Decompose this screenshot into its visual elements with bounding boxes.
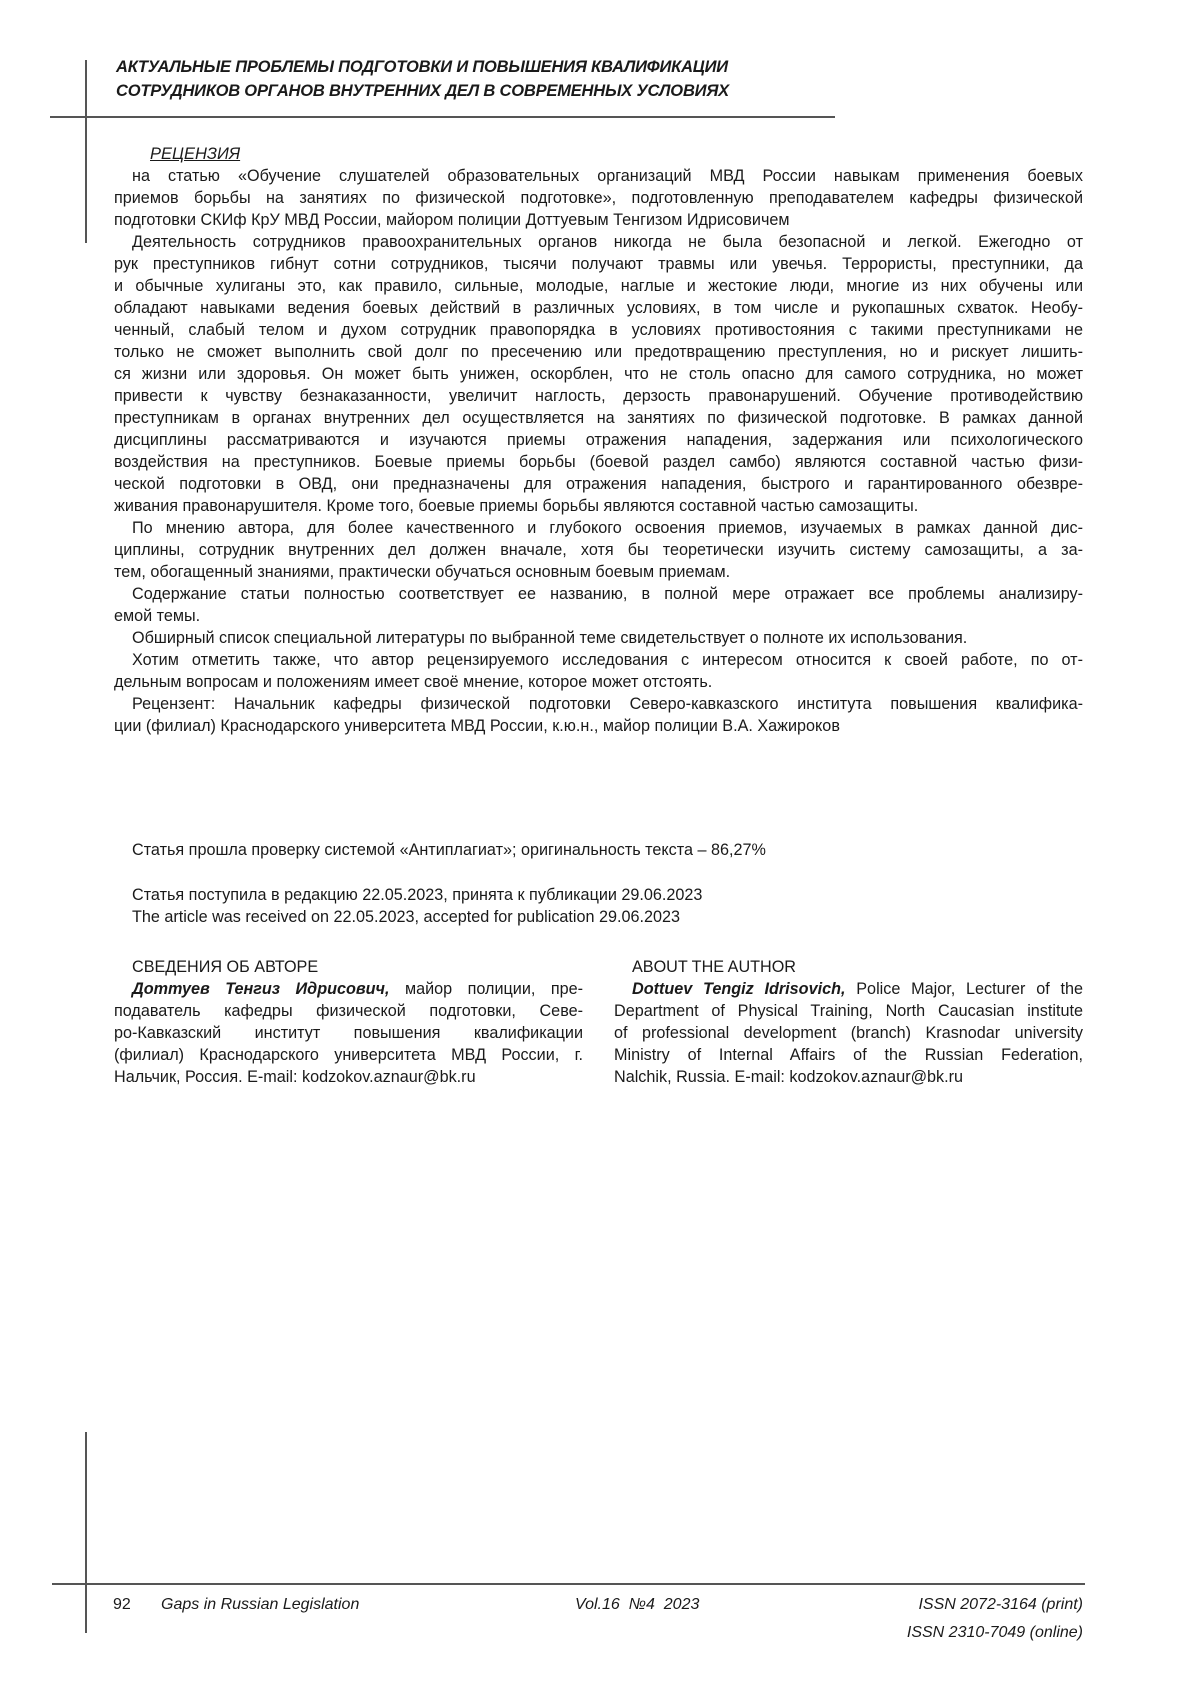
author-info-line: ро-Кавказский институт повышения квалификации [114, 1022, 583, 1044]
review-text-line: подготовки СКИф КрУ МВД России, майором полиции Доттуевым Тенгизом Идрисовичем [114, 209, 1083, 231]
author-name: Доттуев Тенгиз Идрисович, [132, 980, 389, 998]
review-text-line: тем, обогащенный знаниями, практически обучаться основным боевым приемам. [114, 561, 1083, 583]
review-text-line: рук преступников гибнут сотни сотрудников, тысячи получают травмы или увечья. Террористы, преступники, да [114, 253, 1083, 275]
author-name: Dottuev Tengiz Idrisovich, [632, 980, 845, 998]
review-text-line: По мнению автора, для более качественного и глубокого освоения приемов, изучаемых в рамках данной дис- [114, 517, 1083, 539]
review-title: РЕЦЕНЗИЯ [150, 143, 240, 165]
review-text-line: обладают навыками ведения боевых действий в различных условиях, в том числе и рукопашных схваток. Необу- [114, 297, 1083, 319]
review-text-line: только не сможет выполнить свой долг по пресечению или предотвращению преступления, но и рискует лишить- [114, 341, 1083, 363]
review-text-line: ческой подготовки в ОВД, они предназначены для отражения нападения, быстрого и гарантированного обезвре- [114, 473, 1083, 495]
review-text-line: преступникам в органах внутренних дел осуществляется на занятиях по физической подготовке. В рамках данной [114, 407, 1083, 429]
running-header-line-2: СОТРУДНИКОВ ОРГАНОВ ВНУТРЕННИХ ДЕЛ В СОВРЕМЕННЫХ УСЛОВИЯХ [116, 79, 729, 103]
author-info-line: Nalchik, Russia. E-mail: kodzokov.aznaur@bk.ru [614, 1066, 1083, 1088]
review-text-line: живания правонарушителя. Кроме того, боевые приемы борьбы являются составной частью самозащиты. [114, 495, 1083, 517]
footer-horizontal-rule [52, 1583, 1085, 1585]
review-text-line: циплины, сотрудник внутренних дел должен вначале, хотя бы теоретически изучить систему самозащиты, а за- [114, 539, 1083, 561]
author-info-line: Нальчик, Россия. E-mail: kodzokov.aznaur@bk.ru [114, 1066, 583, 1088]
antiplagiat-note: Статья прошла проверку системой «Антиплагиат»; оригинальность текста – 86,27% [132, 839, 766, 861]
page-number: 92 [113, 1594, 131, 1616]
review-text-line: дельным вопросам и положениям имеет своё мнение, которое может отстоять. [114, 671, 1083, 693]
issn-print: ISSN 2072-3164 (print) [918, 1594, 1083, 1616]
author-info-line: подаватель кафедры физической подготовки, Севе- [114, 1000, 583, 1022]
author-heading-ru: СВЕДЕНИЯ ОБ АВТОРЕ [114, 956, 583, 978]
review-text-line: ции (филиал) Краснодарского университета МВД России, к.ю.н., майор полиции В.А. Хажироков [114, 715, 1083, 737]
review-text-line: емой темы. [114, 605, 1083, 627]
author-info-line [614, 978, 1083, 1000]
running-header-line-1: АКТУАЛЬНЫЕ ПРОБЛЕМЫ ПОДГОТОВКИ И ПОВЫШЕНИЯ КВАЛИФИКАЦИИ [116, 55, 728, 79]
review-text-line: Рецензент: Начальник кафедры физической подготовки Северо-кавказского института повышения квалифика- [114, 693, 1083, 715]
author-info-line: Ministry of Internal Affairs of the Russian Federation, [614, 1044, 1083, 1066]
received-note-ru: Статья поступила в редакцию 22.05.2023, принята к публикации 29.06.2023 [132, 884, 702, 906]
review-text-line: ченный, слабый телом и духом сотрудник правопорядка в условиях противостояния с такими преступниками не [114, 319, 1083, 341]
author-info-en [614, 956, 1083, 1088]
footer-vertical-rule [85, 1432, 87, 1633]
author-info-line: of professional development (branch) Krasnodar university [614, 1022, 1083, 1044]
journal-name: Gaps in Russian Legislation [161, 1594, 359, 1616]
author-heading-en: ABOUT THE AUTHOR [614, 956, 1083, 978]
author-info-line: (филиал) Краснодарского университета МВД России, г. [114, 1044, 583, 1066]
review-text-line: и обычные хулиганы это, как правило, сильные, молодые, наглые и жестокие люди, многие из них обучены или [114, 275, 1083, 297]
issn-online: ISSN 2310-7049 (online) [907, 1622, 1083, 1644]
review-text-line: на статью «Обучение слушателей образовательных организаций МВД России навыкам применения боевых [114, 165, 1083, 187]
header-horizontal-rule [50, 116, 835, 118]
review-text-line: Деятельность сотрудников правоохранительных органов никогда не была безопасной и легкой. Ежегодно от [114, 231, 1083, 253]
author-info-text: майор полиции, пре- [389, 980, 583, 998]
author-info-ru [114, 956, 583, 1088]
author-info-text: Police Major, Lecturer of the [845, 980, 1083, 998]
author-info-line [114, 978, 583, 1000]
review-text-line: приемов борьбы на занятиях по физической подготовке», подготовленную преподавателем кафедры физической [114, 187, 1083, 209]
review-text-line: дисциплины рассматриваются и изучаются приемы отражения нападения, задержания или психологического [114, 429, 1083, 451]
review-text-line: Содержание статьи полностью соответствует ее названию, в полной мере отражает все проблемы анализиру- [114, 583, 1083, 605]
review-body [114, 165, 1083, 737]
author-info-line: Department of Physical Training, North Caucasian institute [614, 1000, 1083, 1022]
review-text-line: привести к чувству безнаказанности, увеличит наглость, дерзость правонарушений. Обучение противодействию [114, 385, 1083, 407]
issue-info: Vol.16 №4 2023 [575, 1594, 699, 1616]
review-text-line: Хотим отметить также, что автор рецензируемого исследования с интересом относится к своей работе, по от- [114, 649, 1083, 671]
review-text-line: ся жизни или здоровья. Он может быть унижен, оскорблен, что не столь опасно для самого сотрудника, но может [114, 363, 1083, 385]
review-text-line: Обширный список специальной литературы по выбранной теме свидетельствует о полноте их использования. [114, 627, 1083, 649]
header-vertical-rule [85, 60, 87, 243]
received-note-en: The article was received on 22.05.2023, accepted for publication 29.06.2023 [132, 906, 680, 928]
review-text-line: воздействия на преступников. Боевые приемы борьбы (боевой раздел самбо) являются составной частью физи- [114, 451, 1083, 473]
